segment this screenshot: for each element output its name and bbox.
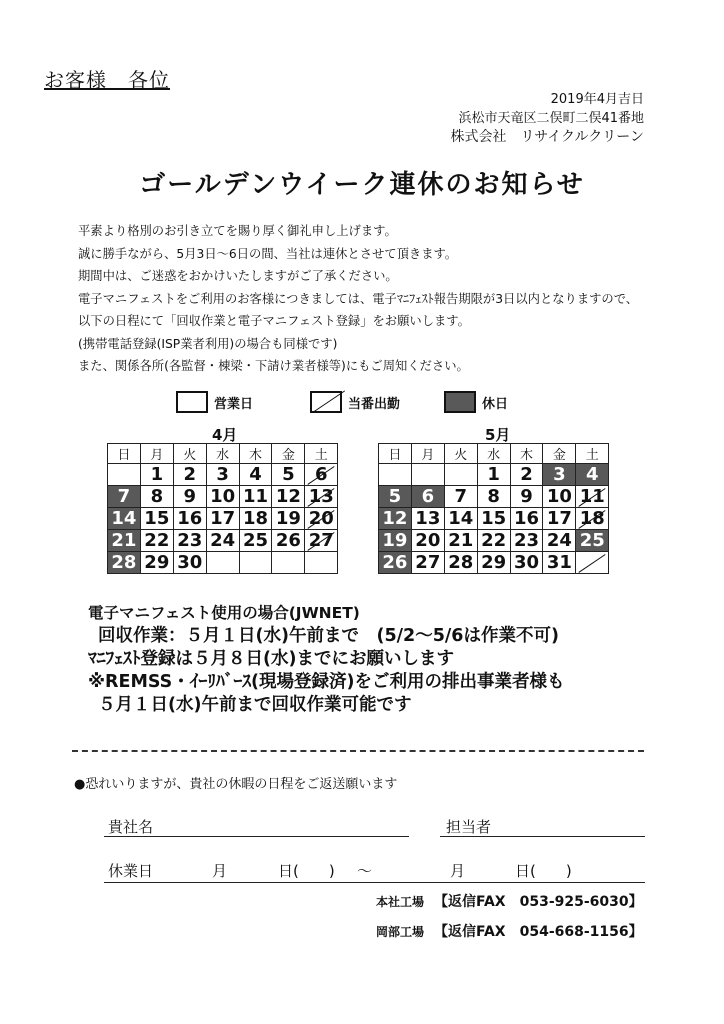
may-title: 5月 — [485, 426, 511, 444]
day-cell: 30 — [173, 552, 206, 574]
day-cell: 8 — [140, 486, 173, 508]
day-cell: 29 — [477, 552, 510, 574]
holiday-range-tilde: ～ — [357, 862, 373, 880]
day-cell: 29 — [140, 552, 173, 574]
day-cell: 26 — [379, 552, 412, 574]
holiday-end-month: 月 — [450, 862, 466, 880]
business-day-swatch — [176, 391, 208, 413]
fax-head-office — [376, 891, 643, 911]
legend-duty — [310, 390, 400, 414]
holiday-start-month: 月 — [212, 862, 228, 880]
fax-okabe — [376, 921, 643, 941]
day-cell: 7 — [108, 486, 141, 508]
holiday-end-day: 日( ) — [515, 862, 572, 880]
weekday-header: 日 — [108, 444, 141, 464]
day-cell: 13 — [411, 508, 444, 530]
weekday-header: 水 — [477, 444, 510, 464]
day-cell: 24 — [206, 530, 239, 552]
day-cell: 5 — [272, 464, 305, 486]
fax-factory-name: 岡部工場 — [376, 925, 425, 939]
calendar-week — [108, 464, 338, 486]
day-cell: 24 — [543, 530, 576, 552]
jwnet-remss: ※REMSS・ｲｰﾘﾊﾞｰｽ(現場登録済)をご利用の排出事業者様も — [88, 672, 565, 692]
weekday-header: 火 — [444, 444, 477, 464]
body-line: 以下の日程にて「回収作業と電子マニフェスト登録」をお願いします。 — [78, 314, 470, 328]
day-cell: 2 — [173, 464, 206, 486]
jwnet-heading: 電子マニフェスト使用の場合(JWNET) — [88, 604, 360, 622]
cut-line — [72, 750, 644, 752]
weekday-header: 月 — [411, 444, 444, 464]
weekday-header: 金 — [272, 444, 305, 464]
empty-day-cell — [305, 552, 338, 574]
body-line: 期間中は、ご迷惑をおかけいたしますがご了承ください。 — [78, 269, 398, 283]
empty-day-cell — [379, 464, 412, 486]
day-cell: 14 — [444, 508, 477, 530]
day-cell: 14 — [108, 508, 141, 530]
weekday-header: 水 — [206, 444, 239, 464]
may-calendar — [378, 443, 609, 574]
april-title: 4月 — [212, 426, 238, 444]
calendar-week — [379, 530, 609, 552]
empty-day-cell — [272, 552, 305, 574]
day-cell: 18 — [576, 508, 609, 530]
notice-body — [78, 220, 638, 378]
sender-company: 株式会社 リサイクルクリーン — [450, 129, 644, 145]
day-cell: 15 — [140, 508, 173, 530]
day-cell: 22 — [140, 530, 173, 552]
empty-day-cell — [206, 552, 239, 574]
day-cell: 23 — [173, 530, 206, 552]
day-cell: 15 — [477, 508, 510, 530]
weekday-header: 土 — [576, 444, 609, 464]
duty-day-swatch — [310, 391, 342, 413]
legend-holiday — [444, 390, 508, 414]
day-cell: 10 — [206, 486, 239, 508]
day-cell: 22 — [477, 530, 510, 552]
day-cell: 28 — [108, 552, 141, 574]
day-cell: 12 — [272, 486, 305, 508]
legend-duty-label: 当番出勤 — [348, 396, 401, 412]
weekday-header: 木 — [239, 444, 272, 464]
body-line: また、関係各所(各監督・棟梁・下請け業者様等)にもご周知ください。 — [78, 359, 469, 373]
day-cell: 1 — [477, 464, 510, 486]
day-cell: 16 — [173, 508, 206, 530]
empty-day-cell — [576, 552, 609, 574]
day-cell: 20 — [411, 530, 444, 552]
day-cell: 27 — [305, 530, 338, 552]
empty-day-cell — [411, 464, 444, 486]
company-field[interactable] — [104, 836, 409, 837]
jwnet-section — [88, 602, 565, 717]
day-cell: 3 — [543, 464, 576, 486]
weekday-header: 月 — [140, 444, 173, 464]
day-cell: 21 — [444, 530, 477, 552]
day-cell: 19 — [379, 530, 412, 552]
sender-block — [451, 90, 644, 147]
day-cell: 30 — [510, 552, 543, 574]
jwnet-collection: 回収作業：５月１日(水)午前まで (5/2～5/6は作業不可) — [98, 626, 559, 646]
april-calendar — [107, 443, 338, 574]
addressee: お客様 各位 — [44, 68, 170, 92]
fax-number: 【返信FAX 053-925-6030】 — [434, 894, 643, 910]
day-cell: 17 — [543, 508, 576, 530]
jwnet-remss-note: ５月１日(水)午前まで回収作業可能です — [98, 695, 412, 715]
fax-factory-name: 本社工場 — [376, 895, 425, 909]
day-cell: 21 — [108, 530, 141, 552]
day-cell: 7 — [444, 486, 477, 508]
calendar-week — [108, 530, 338, 552]
calendar-week — [108, 508, 338, 530]
contact-field[interactable] — [440, 836, 645, 837]
day-cell: 5 — [379, 486, 412, 508]
calendar-week — [379, 552, 609, 574]
day-cell: 12 — [379, 508, 412, 530]
legend-business-label: 営業日 — [214, 396, 254, 412]
body-line: (携帯電話登録(ISP業者利用)の場合も同様です) — [78, 336, 338, 351]
day-cell: 26 — [272, 530, 305, 552]
day-cell: 11 — [239, 486, 272, 508]
day-cell: 9 — [510, 486, 543, 508]
sender-address: 浜松市天竜区二俣町二俣41番地 — [458, 111, 644, 126]
day-cell: 1 — [140, 464, 173, 486]
day-cell: 18 — [239, 508, 272, 530]
day-cell: 19 — [272, 508, 305, 530]
company-label: 貴社名 — [108, 818, 154, 836]
holiday-label: 休業日 — [108, 862, 154, 880]
day-cell: 16 — [510, 508, 543, 530]
day-cell: 23 — [510, 530, 543, 552]
day-cell: 6 — [411, 486, 444, 508]
day-cell: 25 — [576, 530, 609, 552]
weekday-header: 日 — [379, 444, 412, 464]
fax-number: 【返信FAX 054-668-1156】 — [434, 924, 643, 940]
day-cell: 27 — [411, 552, 444, 574]
empty-day-cell — [444, 464, 477, 486]
weekday-header: 金 — [543, 444, 576, 464]
calendar-week — [379, 486, 609, 508]
weekday-header: 土 — [305, 444, 338, 464]
reply-request: ●恐れいりますが、貴社の休暇の日程をご返送願います — [74, 777, 398, 792]
calendar-week — [108, 552, 338, 574]
day-cell: 4 — [576, 464, 609, 486]
weekday-header: 火 — [173, 444, 206, 464]
day-cell: 13 — [305, 486, 338, 508]
day-cell: 10 — [543, 486, 576, 508]
legend-business — [176, 390, 253, 414]
holiday-field[interactable] — [104, 882, 645, 883]
body-line: 誠に勝手ながら、5月3日～6日の間、当社は連休とさせて頂きます。 — [78, 246, 458, 261]
holiday-start-day: 日( ) — [278, 862, 335, 880]
day-cell: 17 — [206, 508, 239, 530]
contact-label: 担当者 — [446, 818, 492, 836]
day-cell: 31 — [543, 552, 576, 574]
weekday-header: 木 — [510, 444, 543, 464]
day-cell: 20 — [305, 508, 338, 530]
calendar-week — [379, 464, 609, 486]
day-cell: 25 — [239, 530, 272, 552]
day-cell: 8 — [477, 486, 510, 508]
calendar-week — [379, 508, 609, 530]
jwnet-registration: ﾏﾆﾌｪｽﾄ登録は５月８日(水)までにお願いします — [88, 649, 454, 669]
day-cell: 2 — [510, 464, 543, 486]
day-cell: 9 — [173, 486, 206, 508]
day-cell: 11 — [576, 486, 609, 508]
day-cell: 28 — [444, 552, 477, 574]
body-line: 平素より格別のお引き立てを賜り厚く御礼申し上げます。 — [78, 224, 397, 238]
notice-title: ゴールデンウイーク連休のお知らせ — [139, 170, 585, 200]
calendar-week — [108, 486, 338, 508]
empty-day-cell — [239, 552, 272, 574]
holiday-swatch — [444, 391, 476, 413]
day-cell: 4 — [239, 464, 272, 486]
empty-day-cell — [108, 464, 141, 486]
legend-holiday-label: 休日 — [482, 396, 509, 412]
day-cell: 3 — [206, 464, 239, 486]
day-cell: 6 — [305, 464, 338, 486]
body-line: 電子マニフェストをご利用のお客様につきましては、電子ﾏﾆﾌｪｽﾄ報告期限が3日以内となりますので、 — [78, 291, 639, 306]
issue-date: 2019年4月吉日 — [550, 92, 644, 107]
